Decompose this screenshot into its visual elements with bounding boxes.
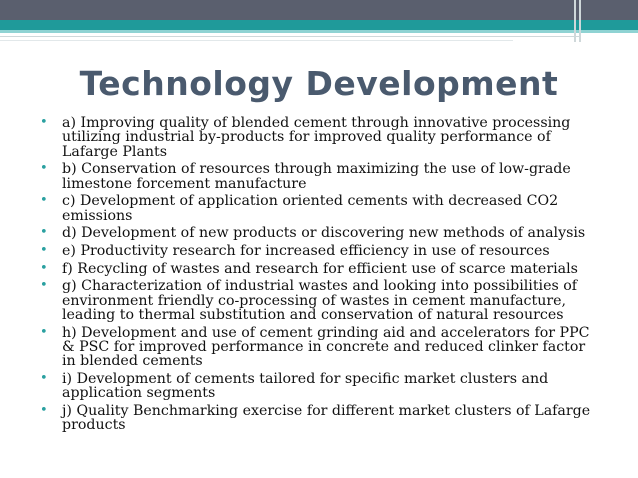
bullet-icon: • <box>40 193 48 209</box>
bullet-icon: • <box>40 324 48 340</box>
bullet-icon: • <box>40 403 48 418</box>
bullet-text: h) Development and use of cement grinding aid and accelerators for PPC & PSC for improved performance in concrete and reduced clinker factor in blended cements <box>62 324 590 370</box>
bullet-text: d) Development of new products or discovering new methods of analysis <box>62 225 586 242</box>
bullet-icon: • <box>40 161 48 177</box>
bullet-icon: • <box>40 243 48 258</box>
bullet-icon: • <box>40 260 48 276</box>
header-accent-stripe <box>0 20 638 30</box>
bullet-icon: • <box>40 278 48 294</box>
list-item <box>38 226 603 240</box>
list-item <box>38 279 603 322</box>
bullet-list <box>38 116 603 433</box>
list-item <box>38 116 603 159</box>
bullet-text: b) Conservation of resources through maximizing the use of low-grade limestone forcement manufacture <box>62 161 571 192</box>
bullet-text: f) Recycling of wastes and research for efficient use of scarce materials <box>62 260 578 277</box>
slide-title: Technology Development <box>79 64 559 103</box>
bullet-icon: • <box>40 225 48 241</box>
bullet-text: g) Characterization of industrial wastes and looking into possibilities of environment friendly co-processing of wastes in cement manufacture, leading to thermal substitution and conservation of natural resources <box>62 278 578 323</box>
bullet-text: i) Development of cements tailored for specific market clusters and application segments <box>62 371 549 402</box>
bullet-text: e) Productivity research for increased efficiency in use of resources <box>62 243 550 259</box>
header-bar <box>0 0 638 20</box>
bullet-icon: • <box>40 115 48 130</box>
bullet-text: a) Improving quality of blended cement through innovative processing utilizing industrial by-products for improved quality performance of Lafarge Plants <box>62 115 571 160</box>
list-item <box>38 326 603 369</box>
list-item <box>38 262 603 276</box>
list-item <box>38 404 603 433</box>
slide-body <box>38 116 603 436</box>
list-item <box>38 162 603 191</box>
list-item <box>38 244 603 258</box>
bullet-text: c) Development of application oriented cements with decreased CO2 emissions <box>62 193 559 224</box>
bullet-icon: • <box>40 371 48 386</box>
header-accent-stripe-light <box>0 30 638 33</box>
list-item <box>38 194 603 223</box>
bullet-text: j) Quality Benchmarking exercise for different market clusters of Lafarge products <box>62 403 591 434</box>
list-item <box>38 372 603 401</box>
